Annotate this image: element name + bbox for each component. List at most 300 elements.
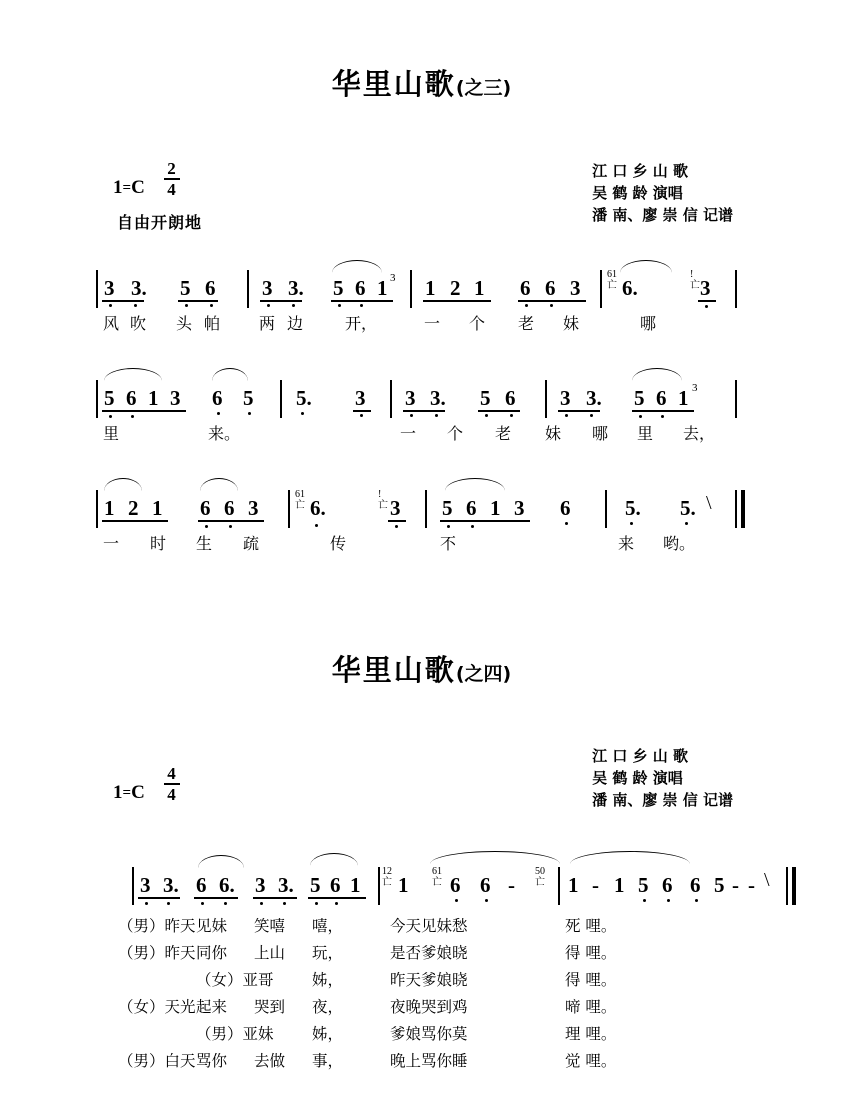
slur	[632, 368, 682, 381]
slur	[332, 260, 382, 273]
beam-underline	[198, 520, 264, 522]
octave-dot	[315, 524, 318, 527]
verse-line	[312, 967, 343, 993]
note: -	[748, 873, 755, 897]
octave-dot	[360, 414, 363, 417]
octave-dot	[565, 522, 568, 525]
key-label: 1	[113, 782, 123, 803]
triplet-number: 3	[692, 382, 698, 394]
triplet-number: 3	[390, 272, 396, 284]
breath-mark-glyph: 亡	[432, 877, 442, 888]
song-1-title-sub: (之三)	[455, 77, 512, 99]
verse-a: 天光	[164, 998, 196, 1016]
slur	[200, 478, 238, 491]
octave-dot	[201, 902, 204, 905]
note: 5	[243, 386, 254, 410]
note: 3	[170, 386, 181, 410]
note: 3	[390, 496, 401, 520]
verse-line	[565, 967, 616, 993]
slur	[430, 851, 560, 864]
octave-dot	[643, 899, 646, 902]
octave-dot	[661, 415, 664, 418]
note: 6	[480, 873, 491, 897]
verse-line	[312, 1021, 343, 1047]
beam-underline	[138, 897, 180, 899]
barline	[735, 270, 737, 308]
barline	[132, 867, 134, 905]
verse-line	[254, 913, 285, 939]
note: 6	[330, 873, 341, 897]
octave-dot	[590, 414, 593, 417]
credit-line-1: 江 口 乡 山 歌	[592, 162, 688, 180]
slash-stroke: \	[706, 492, 712, 514]
lyric-syllable: 妹	[563, 314, 580, 333]
octave-dot	[217, 412, 220, 415]
note: 6.	[219, 873, 235, 897]
verse-a: 亚妹	[242, 1025, 274, 1043]
verse-part: （男）	[118, 917, 165, 935]
note: 3	[560, 386, 571, 410]
note: 2	[450, 276, 461, 300]
note: 1	[614, 873, 625, 897]
lyric-syllable: 来。	[208, 424, 241, 443]
verse-b: 姊，	[312, 971, 344, 989]
verse-c: 上山	[254, 944, 286, 962]
beam-underline	[388, 520, 406, 522]
verse-c: 去做	[254, 1052, 286, 1070]
verse-d: 玩，	[312, 944, 344, 962]
barline	[390, 380, 392, 418]
song-1-system-1	[0, 248, 843, 344]
barline	[545, 380, 547, 418]
octave-dot	[510, 414, 513, 417]
note: 6	[224, 496, 235, 520]
lyric-syllable: 一	[103, 534, 120, 553]
credit-line-2: 吴 鹤 龄 演唱	[592, 184, 683, 202]
beam-underline	[440, 520, 530, 522]
song-2-title-sub: (之四)	[455, 663, 512, 685]
octave-dot	[485, 414, 488, 417]
credit-line-3: 潘 南、廖 崇 信 记谱	[592, 206, 733, 224]
breath-mark-glyph: 亡	[378, 500, 388, 511]
beam-underline	[178, 300, 218, 302]
octave-dot	[267, 304, 270, 307]
note: 6	[196, 873, 207, 897]
note: 3	[255, 873, 266, 897]
octave-dot	[525, 304, 528, 307]
lyric-syllable: 时	[150, 534, 167, 553]
note: 1	[377, 276, 388, 300]
note: 5	[310, 873, 321, 897]
octave-dot	[109, 304, 112, 307]
verse-line	[118, 940, 196, 966]
slur	[620, 260, 672, 273]
note: 1	[152, 496, 163, 520]
lyric-syllable: 哪	[592, 424, 609, 443]
octave-dot	[292, 304, 295, 307]
beam-underline	[632, 410, 694, 412]
note: 3.	[278, 873, 294, 897]
verse-line	[196, 1048, 227, 1074]
verse-line	[118, 1048, 196, 1074]
verse-line	[196, 913, 227, 939]
verse-e: 是否爹娘晓	[390, 944, 468, 962]
beam-underline	[194, 897, 238, 899]
barline	[96, 270, 98, 308]
beam-underline	[698, 300, 716, 302]
note: 1	[398, 873, 409, 897]
slash-stroke: \	[764, 869, 770, 891]
verse-line	[196, 940, 227, 966]
beam-underline	[423, 300, 491, 302]
octave-dot	[205, 525, 208, 528]
verse-f: 理 哩。	[565, 1025, 617, 1043]
song-2-meta	[0, 740, 843, 830]
note: 5.	[296, 386, 312, 410]
octave-dot	[109, 415, 112, 418]
note: 1	[350, 873, 361, 897]
note: 3.	[131, 276, 147, 300]
octave-dot	[224, 902, 227, 905]
note: 6	[450, 873, 461, 897]
barline	[288, 490, 290, 528]
note: 2	[128, 496, 139, 520]
note: 1	[104, 496, 115, 520]
octave-dot	[410, 414, 413, 417]
note: 3.	[288, 276, 304, 300]
beam-underline	[260, 300, 302, 302]
verse-f: 死 哩。	[565, 917, 617, 935]
song-1-title-block	[0, 62, 843, 103]
slur	[198, 855, 244, 868]
note: 1	[474, 276, 485, 300]
barline	[280, 380, 282, 418]
verse-a: 亚哥	[242, 971, 274, 989]
octave-dot	[185, 304, 188, 307]
lyric-syllable: 一	[424, 314, 441, 333]
note: 6.	[310, 496, 326, 520]
note: 3	[570, 276, 581, 300]
octave-dot	[705, 305, 708, 308]
note: 3	[355, 386, 366, 410]
song-1-credits	[592, 160, 733, 226]
barline	[247, 270, 249, 308]
verse-line	[390, 1048, 468, 1074]
slur	[212, 368, 248, 381]
verse-line	[565, 1021, 616, 1047]
octave-dot	[471, 525, 474, 528]
song-1-title	[0, 62, 843, 103]
song-2-credits	[592, 745, 733, 811]
note: 3	[248, 496, 259, 520]
verse-b: 见妹	[196, 917, 228, 935]
lyric-syllable: 哟。	[663, 534, 696, 553]
octave-dot	[447, 525, 450, 528]
barline	[96, 380, 98, 418]
note: 6.	[622, 276, 638, 300]
beam-underline	[308, 897, 366, 899]
octave-dot	[485, 899, 488, 902]
accent-mark: !	[378, 489, 382, 500]
octave-dot	[338, 304, 341, 307]
note: 5	[180, 276, 191, 300]
octave-dot	[315, 902, 318, 905]
verse-part: （男）	[196, 1025, 243, 1043]
slur	[104, 478, 142, 491]
note: -	[592, 873, 599, 897]
lyric-syllable: 哪	[640, 314, 657, 333]
verse-b: 同你	[196, 944, 228, 962]
song-1-tempo-marking: 自由开朗地	[117, 213, 203, 232]
verse-line	[390, 913, 468, 939]
slur	[445, 478, 505, 491]
breath-mark-12: 12	[382, 866, 392, 877]
lyric-syllable: 疏	[243, 534, 260, 553]
song-1-system-3	[0, 468, 843, 564]
note: 1	[148, 386, 159, 410]
verse-line	[254, 940, 285, 966]
song-2-title-block	[0, 648, 843, 689]
octave-dot	[260, 902, 263, 905]
note: -	[508, 873, 515, 897]
octave-dot	[360, 304, 363, 307]
verse-e: 晚上骂你睡	[390, 1052, 468, 1070]
verse-b: 起来	[196, 998, 228, 1016]
lyric-syllable: 两	[259, 314, 276, 333]
key-equals: =	[122, 785, 132, 801]
verse-c: 笑嘻	[254, 917, 286, 935]
verse-line	[312, 940, 343, 966]
breath-mark-glyph: 亡	[690, 280, 700, 291]
verse-b: 骂你	[196, 1052, 228, 1070]
lyric-syllable: 不	[440, 534, 457, 553]
lyric-syllable: 风	[103, 314, 120, 333]
note: 5	[634, 386, 645, 410]
verse-line	[312, 994, 343, 1020]
octave-dot	[283, 902, 286, 905]
beam-underline	[403, 410, 445, 412]
lyric-syllable: 边	[287, 314, 304, 333]
time-denominator: 4	[167, 180, 176, 199]
lyric-syllable: 来	[618, 534, 635, 553]
song-1-time-signature	[164, 160, 180, 198]
lyric-syllable: 帕	[204, 314, 221, 333]
breath-mark-glyph: 亡	[607, 280, 617, 291]
beam-underline	[253, 897, 297, 899]
octave-dot	[455, 899, 458, 902]
beam-underline	[102, 300, 144, 302]
verse-e: 爹娘骂你莫	[390, 1025, 468, 1043]
verse-d: 嘻，	[312, 917, 344, 935]
verse-part: （男）	[118, 944, 165, 962]
note: 6	[545, 276, 556, 300]
octave-dot	[145, 902, 148, 905]
octave-dot	[210, 304, 213, 307]
credit-line-1: 江 口 乡 山 歌	[592, 747, 688, 765]
breath-mark-61: 61	[295, 489, 305, 500]
note: 3	[104, 276, 115, 300]
verse-a: 白天	[164, 1052, 196, 1070]
lyric-syllable: 老	[518, 314, 535, 333]
note: 5	[333, 276, 344, 300]
key-value: C	[131, 782, 145, 803]
verse-f: 得 哩。	[565, 944, 617, 962]
note: 6	[520, 276, 531, 300]
verse-e: 昨天爹娘晓	[390, 971, 468, 989]
note: 5.	[625, 496, 641, 520]
song-2-system-1	[0, 845, 843, 915]
octave-dot	[685, 522, 688, 525]
note: 6	[560, 496, 571, 520]
beam-underline	[478, 410, 520, 412]
note: 1	[568, 873, 579, 897]
barline	[410, 270, 412, 308]
note: 5	[714, 873, 725, 897]
barline	[735, 380, 737, 418]
verse-c: 哭到	[254, 998, 286, 1016]
lyric-syllable: 个	[469, 314, 486, 333]
octave-dot	[667, 899, 670, 902]
breath-mark-61: 61	[432, 866, 442, 877]
time-numerator: 4	[167, 764, 176, 783]
beam-underline	[331, 300, 393, 302]
time-numerator: 2	[167, 159, 176, 178]
octave-dot	[335, 902, 338, 905]
credit-line-2: 吴 鹤 龄 演唱	[592, 769, 683, 787]
note: 3	[700, 276, 711, 300]
lyric-syllable: 开，	[345, 314, 378, 333]
octave-dot	[301, 412, 304, 415]
song-1-title-main: 华里山歌	[331, 67, 456, 101]
lyric-syllable: 一	[400, 424, 417, 443]
beam-underline	[518, 300, 586, 302]
octave-dot	[695, 899, 698, 902]
verse-b: 姊，	[312, 1025, 344, 1043]
octave-dot	[248, 412, 251, 415]
song-2-key-signature	[113, 765, 180, 804]
breath-mark-50: 50	[535, 866, 545, 877]
verse-line	[196, 967, 274, 993]
verse-f: 得 哩。	[565, 971, 617, 989]
note: 6	[505, 386, 516, 410]
octave-dot	[229, 525, 232, 528]
song-2-title-main: 华里山歌	[331, 653, 456, 687]
note: 3	[405, 386, 416, 410]
beam-underline	[353, 410, 371, 412]
note: 1	[490, 496, 501, 520]
note: 1	[425, 276, 436, 300]
note: 6	[662, 873, 673, 897]
note: 5	[638, 873, 649, 897]
lyric-syllable: 里	[637, 424, 654, 443]
beam-underline	[102, 520, 168, 522]
verse-line	[196, 1021, 274, 1047]
note: -	[732, 873, 739, 897]
lyric-syllable: 个	[447, 424, 464, 443]
song-1-system-2	[0, 358, 843, 454]
final-barline	[735, 490, 749, 528]
note: 3.	[430, 386, 446, 410]
verse-line	[565, 994, 616, 1020]
octave-dot	[134, 304, 137, 307]
key-value: C	[131, 177, 145, 198]
note: 6	[212, 386, 223, 410]
breath-mark-glyph: 亡	[295, 500, 305, 511]
note: 3	[262, 276, 273, 300]
note: 3.	[586, 386, 602, 410]
credit-line-3: 潘 南、廖 崇 信 记谱	[592, 791, 733, 809]
octave-dot	[435, 414, 438, 417]
verse-line	[118, 913, 196, 939]
verse-line	[565, 1048, 616, 1074]
verse-line	[312, 1048, 343, 1074]
note: 6	[690, 873, 701, 897]
octave-dot	[395, 525, 398, 528]
verse-d: 事，	[312, 1052, 344, 1070]
accent-mark: !	[690, 269, 694, 280]
octave-dot	[630, 522, 633, 525]
note: 5	[480, 386, 491, 410]
verse-line	[390, 1021, 468, 1047]
breath-mark-glyph: 亡	[382, 877, 392, 888]
verse-part: （女）	[196, 971, 243, 989]
song-2-time-signature	[164, 765, 180, 803]
lyric-syllable: 吹	[130, 314, 147, 333]
octave-dot	[550, 304, 553, 307]
verse-line	[254, 1048, 285, 1074]
lyric-syllable: 头	[176, 314, 193, 333]
slur	[310, 853, 358, 866]
verse-line	[390, 994, 468, 1020]
song-1-meta	[0, 150, 843, 240]
verse-line	[312, 913, 343, 939]
beam-underline	[558, 410, 600, 412]
verse-part: （男）	[118, 1052, 165, 1070]
lyric-syllable: 传	[330, 534, 347, 553]
lyric-syllable: 老	[495, 424, 512, 443]
verse-f: 觉 哩。	[565, 1052, 617, 1070]
final-barline	[786, 867, 800, 905]
lyric-syllable: 里	[103, 424, 120, 443]
note: 6	[205, 276, 216, 300]
verse-line	[390, 940, 468, 966]
verse-part: （女）	[118, 998, 165, 1016]
octave-dot	[639, 415, 642, 418]
barline	[600, 270, 602, 308]
verse-d: 夜，	[312, 998, 344, 1016]
verse-line	[390, 967, 468, 993]
slur	[570, 851, 690, 864]
key-equals: =	[122, 180, 132, 196]
barline	[605, 490, 607, 528]
slur	[104, 368, 162, 381]
song-1-key-signature	[113, 160, 180, 199]
verse-a: 昨天	[164, 944, 196, 962]
time-denominator: 4	[167, 785, 176, 804]
note: 1	[678, 386, 689, 410]
breath-mark-glyph: 亡	[535, 877, 545, 888]
lyric-syllable: 生	[196, 534, 213, 553]
note: 5	[104, 386, 115, 410]
verse-line	[254, 994, 285, 1020]
song-2-title	[0, 648, 843, 689]
lyric-syllable: 去，	[683, 424, 716, 443]
verse-line	[118, 994, 196, 1020]
verse-line	[196, 994, 227, 1020]
octave-dot	[131, 415, 134, 418]
barline	[558, 867, 560, 905]
note: 3	[140, 873, 151, 897]
